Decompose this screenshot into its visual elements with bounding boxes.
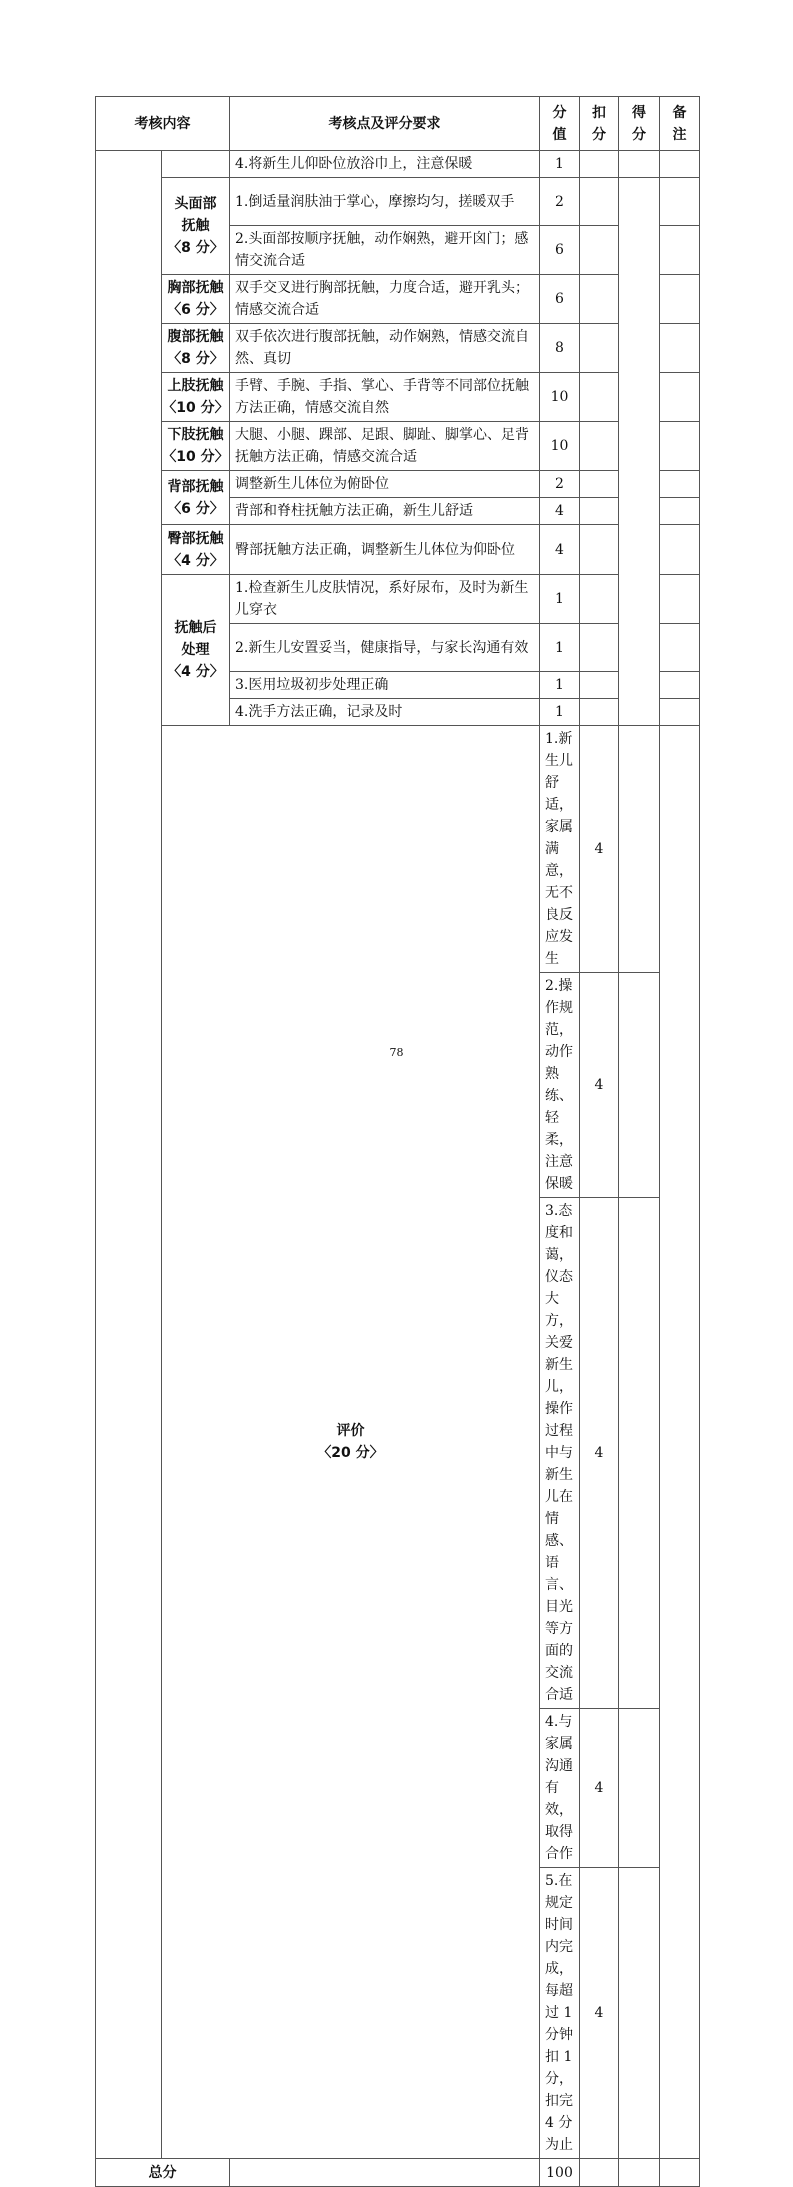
table-row	[96, 275, 700, 324]
remark-cell[interactable]	[660, 575, 700, 624]
score-value: 4	[580, 726, 619, 973]
requirement: 3.态度和蔼，仪态大方，关爱新生儿，操作过程中与新生儿在情感、语言、目光等方面的交流合适	[540, 1198, 580, 1709]
section-back: 背部抚触 〈6 分〉	[162, 471, 230, 525]
deduct-cell[interactable]	[580, 373, 619, 422]
requirement: 臀部抚触方法正确，调整新生儿体位为仰卧位	[230, 525, 540, 575]
header-content: 考核内容	[96, 97, 230, 151]
score-value: 10	[540, 422, 580, 471]
deduct-cell[interactable]	[580, 2159, 619, 2187]
section-upper: 上肢抚触 〈10 分〉	[162, 373, 230, 422]
remark-cell[interactable]	[660, 471, 700, 498]
deduct-cell[interactable]	[619, 1709, 660, 1868]
remark-cell[interactable]	[660, 373, 700, 422]
requirement: 2.新生儿安置妥当，健康指导，与家长沟通有效	[230, 624, 540, 672]
section-after: 抚触后 处理 〈4 分〉	[162, 575, 230, 726]
requirement: 调整新生儿体位为俯卧位	[230, 471, 540, 498]
score-value: 10	[540, 373, 580, 422]
requirement: 1.新生儿舒适，家属满意，无不良反应发生	[540, 726, 580, 973]
requirement: 2.头面部按顺序抚触，动作娴熟，避开囟门；感情交流合适	[230, 226, 540, 275]
requirement: 1.检查新生儿皮肤情况，系好尿布，及时为新生儿穿衣	[230, 575, 540, 624]
total-score: 100	[540, 2159, 580, 2187]
outer-left-blank	[96, 151, 162, 2159]
score-value: 1	[540, 699, 580, 726]
section-chest: 胸部抚触 〈6 分〉	[162, 275, 230, 324]
deduct-cell[interactable]	[580, 422, 619, 471]
remark-cell[interactable]	[660, 624, 700, 672]
header-remark: 备 注	[660, 97, 700, 151]
header-earned: 得 分	[619, 97, 660, 151]
score-value: 2	[540, 178, 580, 226]
remark-cell[interactable]	[660, 226, 700, 275]
deduct-cell[interactable]	[580, 324, 619, 373]
score-value: 6	[540, 275, 580, 324]
remark-cell[interactable]	[660, 422, 700, 471]
deduct-cell[interactable]	[580, 575, 619, 624]
earned-cell[interactable]	[619, 151, 660, 178]
table-row	[96, 726, 700, 973]
deduct-cell[interactable]	[619, 973, 660, 1198]
table-row	[96, 525, 700, 575]
requirement: 双手交叉进行胸部抚触，力度合适，避开乳头；情感交流合适	[230, 275, 540, 324]
earned-cell[interactable]	[619, 2159, 660, 2187]
page-number: 78	[389, 1046, 404, 1059]
header-score: 分 值	[540, 97, 580, 151]
deduct-cell[interactable]	[580, 498, 619, 525]
section-eval: 评价 〈20 分〉	[162, 726, 540, 2159]
remark-cell[interactable]	[660, 151, 700, 178]
remark-cell[interactable]	[660, 498, 700, 525]
header-row	[96, 97, 700, 151]
deduct-cell[interactable]	[619, 1198, 660, 1709]
remark-cell[interactable]	[660, 275, 700, 324]
score-value: 1	[540, 624, 580, 672]
requirement: 4.将新生儿仰卧位放浴巾上，注意保暖	[230, 151, 540, 178]
deduct-cell[interactable]	[580, 151, 619, 178]
deduct-cell[interactable]	[619, 1868, 660, 2159]
deduct-cell[interactable]	[580, 699, 619, 726]
requirement: 1.倒适量润肤油于掌心，摩擦均匀，搓暖双手	[230, 178, 540, 226]
header-points: 考核点及评分要求	[230, 97, 540, 151]
score-value: 4	[580, 1709, 619, 1868]
requirement: 3.医用垃圾初步处理正确	[230, 672, 540, 699]
score-value: 1	[540, 575, 580, 624]
table-row	[96, 373, 700, 422]
total-blank	[230, 2159, 540, 2187]
score-value: 4	[540, 498, 580, 525]
score-value: 1	[540, 151, 580, 178]
deduct-cell[interactable]	[580, 226, 619, 275]
remark-cell[interactable]	[660, 178, 700, 226]
score-value: 2	[540, 471, 580, 498]
score-value: 8	[540, 324, 580, 373]
deduct-cell[interactable]	[580, 624, 619, 672]
remark-cell[interactable]	[660, 2159, 700, 2187]
requirement: 4.与家属沟通有效，取得合作	[540, 1709, 580, 1868]
table-row	[96, 575, 700, 624]
remark-cell[interactable]	[660, 525, 700, 575]
table-row	[96, 422, 700, 471]
table-row	[96, 324, 700, 373]
section-blank	[162, 151, 230, 178]
requirement: 双手依次进行腹部抚触，动作娴熟，情感交流自然、真切	[230, 324, 540, 373]
requirement: 大腿、小腿、踝部、足跟、脚趾、脚掌心、足背抚触方法正确，情感交流合适	[230, 422, 540, 471]
earned-cell[interactable]	[660, 726, 700, 2159]
deduct-cell[interactable]	[580, 672, 619, 699]
deduct-cell[interactable]	[580, 275, 619, 324]
score-value: 6	[540, 226, 580, 275]
remark-cell[interactable]	[660, 324, 700, 373]
score-table	[95, 96, 700, 2187]
deduct-cell[interactable]	[580, 178, 619, 226]
requirement: 4.洗手方法正确，记录及时	[230, 699, 540, 726]
table-row	[96, 151, 700, 178]
requirement: 背部和脊柱抚触方法正确，新生儿舒适	[230, 498, 540, 525]
table-row	[96, 471, 700, 498]
remark-cell[interactable]	[660, 699, 700, 726]
requirement: 5.在规定时间内完成，每超过 1 分钟扣 1 分，扣完 4 分为止	[540, 1868, 580, 2159]
requirement: 手臂、手腕、手指、掌心、手背等不同部位抚触方法正确，情感交流自然	[230, 373, 540, 422]
score-value: 4	[580, 973, 619, 1198]
deduct-cell[interactable]	[580, 471, 619, 498]
section-lower: 下肢抚触 〈10 分〉	[162, 422, 230, 471]
total-row	[96, 2159, 700, 2187]
score-value: 4	[580, 1198, 619, 1709]
score-value: 1	[540, 672, 580, 699]
requirement: 2.操作规范，动作熟练、轻柔，注意保暖	[540, 973, 580, 1198]
table-row	[96, 178, 700, 226]
score-value: 4	[540, 525, 580, 575]
section-abdomen: 腹部抚触 〈8 分〉	[162, 324, 230, 373]
deduct-cell[interactable]	[580, 525, 619, 575]
total-label: 总分	[96, 2159, 230, 2187]
section-head: 头面部 抚触 〈8 分〉	[162, 178, 230, 275]
score-value: 4	[580, 1868, 619, 2159]
remark-cell[interactable]	[660, 672, 700, 699]
earned-cell[interactable]	[619, 178, 660, 726]
header-deduct: 扣 分	[580, 97, 619, 151]
section-hip: 臀部抚触 〈4 分〉	[162, 525, 230, 575]
deduct-cell[interactable]	[619, 726, 660, 973]
